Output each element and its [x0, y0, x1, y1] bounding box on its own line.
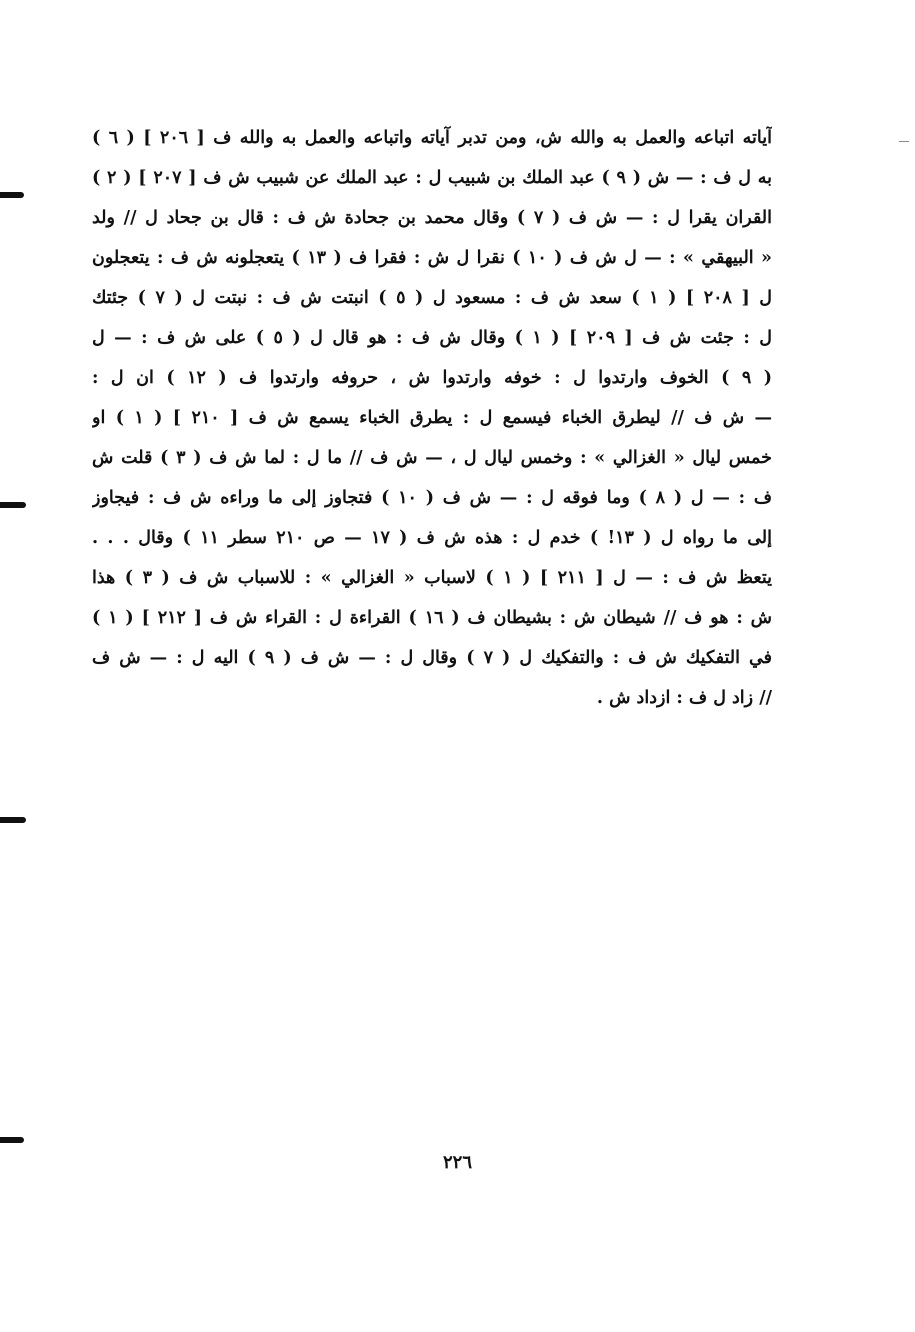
- text-line: // زاد ل ف : ازداد ش .: [596, 688, 772, 708]
- text-line: القران يقرا ل : — ش ف ( ٧ ) وقال محمد بن جحادة ش ف : قال بن جحاد ل // ولد: [92, 208, 772, 228]
- scan-speck: [899, 141, 909, 142]
- binding-mark: [0, 192, 24, 198]
- text-line: — ش ف // ليطرق الخباء فيسمع ل : يطرق الخباء يسمع ش ف [ ٢١٠ ] ( ١ ) او: [92, 408, 772, 428]
- text-line: خمس ليال « الغزالي » : وخمس ليال ل ، — ش ف // ما ل : لما ش ف ( ٣ ) قلت ش: [92, 448, 772, 468]
- page-number: ٢٢٦: [442, 1152, 472, 1173]
- text-line: ف : — ل ( ٨ ) وما فوقه ل : — ش ف ( ١٠ ) فتجاوز إلى ما وراءه ش ف : فيجاوز: [92, 488, 772, 508]
- text-line: ش : هو ف // شيطان ش : بشيطان ف ( ١٦ ) القراءة ل : القراء ش ف [ ٢١٢ ] ( ١ ): [92, 608, 772, 628]
- binding-mark: [0, 502, 26, 508]
- text-line: « البيهقي » : — ل ش ف ( ١٠ ) نقرا ل ش : فقرا ف ( ١٣ ) يتعجلونه ش ف : يتعجلون: [92, 248, 772, 268]
- text-line: ( ٩ ) الخوف وارتدوا ل : خوفه وارتدوا ش ، حروفه وارتدوا ف ( ١٢ ) ان ل :: [92, 368, 772, 388]
- footnotes-apparatus: [92, 118, 772, 718]
- text-line: به ل ف : — ش ( ٩ ) عبد الملك بن شبيب ل : عبد الملك عن شبيب ش ف [ ٢٠٧ ] ( ٢ ): [92, 168, 772, 188]
- text-line: يتعظ ش ف : — ل [ ٢١١ ] ( ١ ) لاسباب « الغزالي » : للاسباب ش ف ( ٣ ) هذا: [92, 568, 772, 588]
- text-line: ل [ ٢٠٨ ] ( ١ ) سعد ش ف : مسعود ل ( ٥ ) انبتت ش ف : نبتت ل ( ٧ ) جئتك: [92, 288, 772, 308]
- text-line: ل : جئت ش ف [ ٢٠٩ ] ( ١ ) وقال ش ف : هو قال ل ( ٥ ) على ش ف : — ل: [92, 328, 772, 348]
- text-line: إلى ما رواه ل ( ١٣! ) خدم ل : هذه ش ف ( ١٧ — ص ٢١٠ سطر ١١ ) وقال . . .: [92, 528, 772, 548]
- text-line: آياته اتباعه والعمل به والله ش، ومن تدبر آياته واتباعه والعمل به والله ف [ ٢٠٦ ] ( ٦ ): [92, 128, 772, 148]
- binding-mark: [0, 1137, 24, 1143]
- binding-mark: [0, 817, 26, 823]
- text-line: في التفكيك ش ف : والتفكيك ل ( ٧ ) وقال ل : — ش ف ( ٩ ) اليه ل : — ش ف: [92, 648, 772, 668]
